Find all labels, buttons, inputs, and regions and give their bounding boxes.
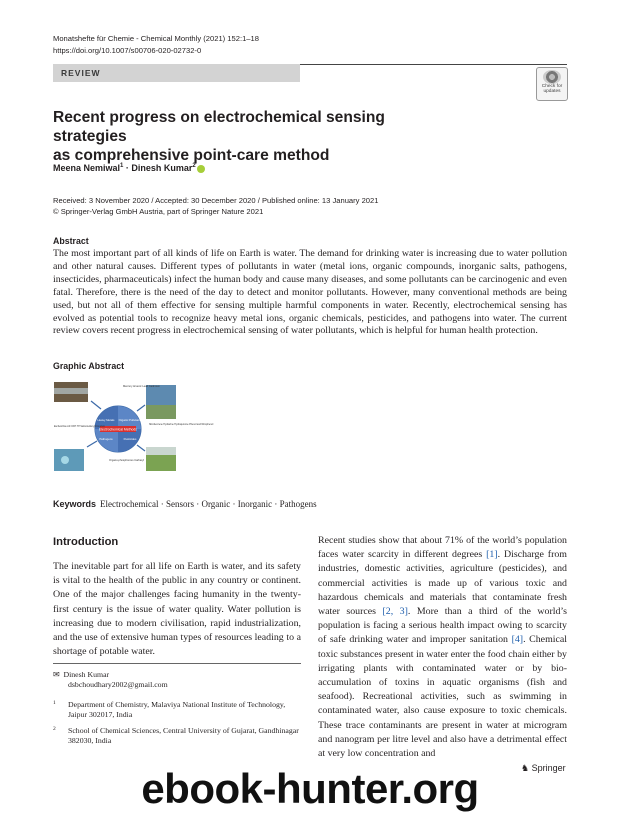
affiliation-2-text: School of Chemical Sciences, Central University of Gujarat, Gandhinagar 382030, India: [68, 726, 299, 745]
arrow-tl: [91, 401, 101, 409]
section-label-bar: [53, 64, 300, 82]
footnote-rule: [53, 663, 301, 664]
graphic-abstract-heading: Graphic Abstract: [53, 361, 125, 371]
photo-bacteria-cell: [61, 456, 69, 464]
check-for-updates-badge[interactable]: [536, 67, 568, 101]
graphic-abstract-svg: [53, 381, 214, 473]
arrow-tr: [137, 405, 145, 411]
orcid-icon[interactable]: [197, 165, 205, 173]
callout-organic: Nitrobenzene Hydrazine Hydroquinone Phenol and Nitrophenol: [149, 424, 214, 426]
header-rule: [300, 64, 567, 65]
col2-text-a: Recent studies show that about 71% of the world’s population faces water scarcity in different degrees: [318, 535, 567, 561]
affiliation-2-number: 2: [53, 726, 56, 732]
author-1[interactable]: Meena Nemiwal: [53, 163, 121, 173]
intro-column-1: The inevitable part for all life on Earth is water, and its safety is vital to the health of the public in any country or continent. One of the major challenges facing humanity in the twenty-first century is the issue of water quality. Water pollution is increasing due to modern civilisation, rapid industrialization, and the use of extensive human types of resources leading to a shortage of potable water.: [53, 561, 301, 658]
quadrant-label-3: Pesticides: [123, 437, 137, 441]
col2-text-c: . More than a third of the world’s population is facing a serious health impact owing to scarcity of safe drinking water and improper sanitation: [318, 606, 568, 646]
quadrant-label-2: Pathogens: [99, 437, 113, 441]
graphic-abstract-figure: [53, 381, 214, 473]
photo-sky: [146, 447, 176, 455]
badge-text-1: Check for: [541, 84, 563, 89]
photo-river-bank: [146, 405, 176, 419]
affiliation-1: [53, 700, 301, 720]
affiliation-2: [53, 726, 301, 746]
contact-name: Dinesh Kumar: [63, 670, 110, 679]
callout-pathogens: Escherichia coli O157:H7 Salmonella typhimurium: [54, 426, 105, 428]
arrow-br: [137, 445, 145, 451]
title-line-1: Recent progress on electrochemical sensing strategies: [53, 109, 385, 145]
article-title: [53, 108, 453, 165]
citation-1[interactable]: [1]: [486, 549, 498, 561]
author-list: [53, 163, 205, 173]
copyright-line: © Springer-Verlag GmbH Austria, part of Springer Nature 2021: [53, 207, 264, 216]
author-2[interactable]: Dinesh Kumar: [131, 163, 193, 173]
keywords: [53, 499, 317, 509]
intro-column-2: [318, 534, 567, 761]
author-1-affil: 1: [120, 163, 124, 169]
section-label: REVIEW: [61, 68, 101, 78]
watermark: ebook-hunter.org: [141, 765, 479, 812]
publisher-name: Springer: [531, 763, 566, 773]
quadrant-label-0: Heavy Metals: [97, 418, 115, 422]
abstract-heading: Abstract: [53, 236, 89, 246]
keywords-list: Electrochemical · Sensors · Organic · Inorganic · Pathogens: [100, 499, 317, 509]
author-2-affil: 2: [192, 163, 196, 169]
citation-4[interactable]: [4]: [511, 634, 524, 646]
springer-horse-icon: ♞: [521, 763, 530, 773]
envelope-icon: ✉: [53, 670, 60, 679]
keywords-label: Keywords: [53, 499, 97, 509]
contact-email[interactable]: dsbchoudhary2002@gmail.com: [68, 680, 168, 689]
callout-metals: Mercury Arsenic Lead Cadmium: [123, 385, 160, 388]
journal-citation: Monatshefte für Chemie - Chemical Monthly (2021) 152:1–18: [53, 34, 259, 43]
quadrant-label-1: Organic Pollutants: [118, 418, 142, 422]
badge-text-2: updates: [543, 89, 561, 94]
journal-header: [53, 33, 259, 57]
intro-heading: Introduction: [53, 536, 119, 548]
affiliation-1-number: 1: [53, 700, 56, 706]
author-separator: ·: [123, 163, 132, 173]
affiliation-1-text: Department of Chemistry, Malaviya National Institute of Technology, Jaipur 302017, India: [68, 700, 286, 719]
received-dates: Received: 3 November 2020 / Accepted: 30 December 2020 / Published online: 13 January 2021: [53, 196, 379, 205]
corresponding-author: [53, 670, 168, 690]
title-line-2: as comprehensive point-care method: [53, 147, 330, 164]
callout-pesticides: Organo-phosphorous Carbaryl: [109, 459, 145, 462]
abstract-text: The most important part of all kinds of life on Earth is water. The demand for drinking water is increasing due to water pollution and other natural causes. Different types of pollutants in water (metal ions, organic compounds, inorganic salts, pathogens, insecticides, pharmaceuticals) infect the human body and cause many diseases, and some pollutants can be carcinogenic and even fatal. Therefore, there is the need of the day to detect and monitor pollutants. However, many conventional methods are being used, but not all of them effective for sensing multiple harmful components in water. Recently, electrochemical sensing has evolved as potential tools to recognize heavy metal ions, organic chemicals, pesticides, and pathogens into water. The current review covers recent progress in electrochemical sensing of water pollutants, which is helpful for human health protection.: [53, 248, 567, 337]
col2-text-b: . Discharge from industries, domestic activities, agriculture (pesticides), and commercial activities is made up of various toxic and hazardous chemicals and materials that contaminate fresh water sources: [318, 549, 567, 618]
doi-link[interactable]: https://doi.org/10.1007/s00706-020-02732-0: [53, 46, 202, 55]
crossmark-icon: [543, 70, 561, 84]
arrow-bl: [87, 441, 97, 447]
citation-2-3[interactable]: [2, 3]: [382, 606, 408, 618]
center-label: Electrochemical Methods: [99, 427, 137, 432]
photo-outflow-water: [54, 388, 88, 394]
col2-text-d: . Chemical toxic substances present in water enter the food chain either by irrigating plants with contaminated water or by bio-accumulation of toxins in aquatic organisms (fish and seafood). Recreational activities, such as swimming in contaminated water, also cause exposure to toxic chemicals. These trace contaminants are present in water at microgram and nanogram per litre level and also have a detrimental effect at very low concentration and: [318, 634, 568, 760]
publication-history: [53, 195, 378, 217]
